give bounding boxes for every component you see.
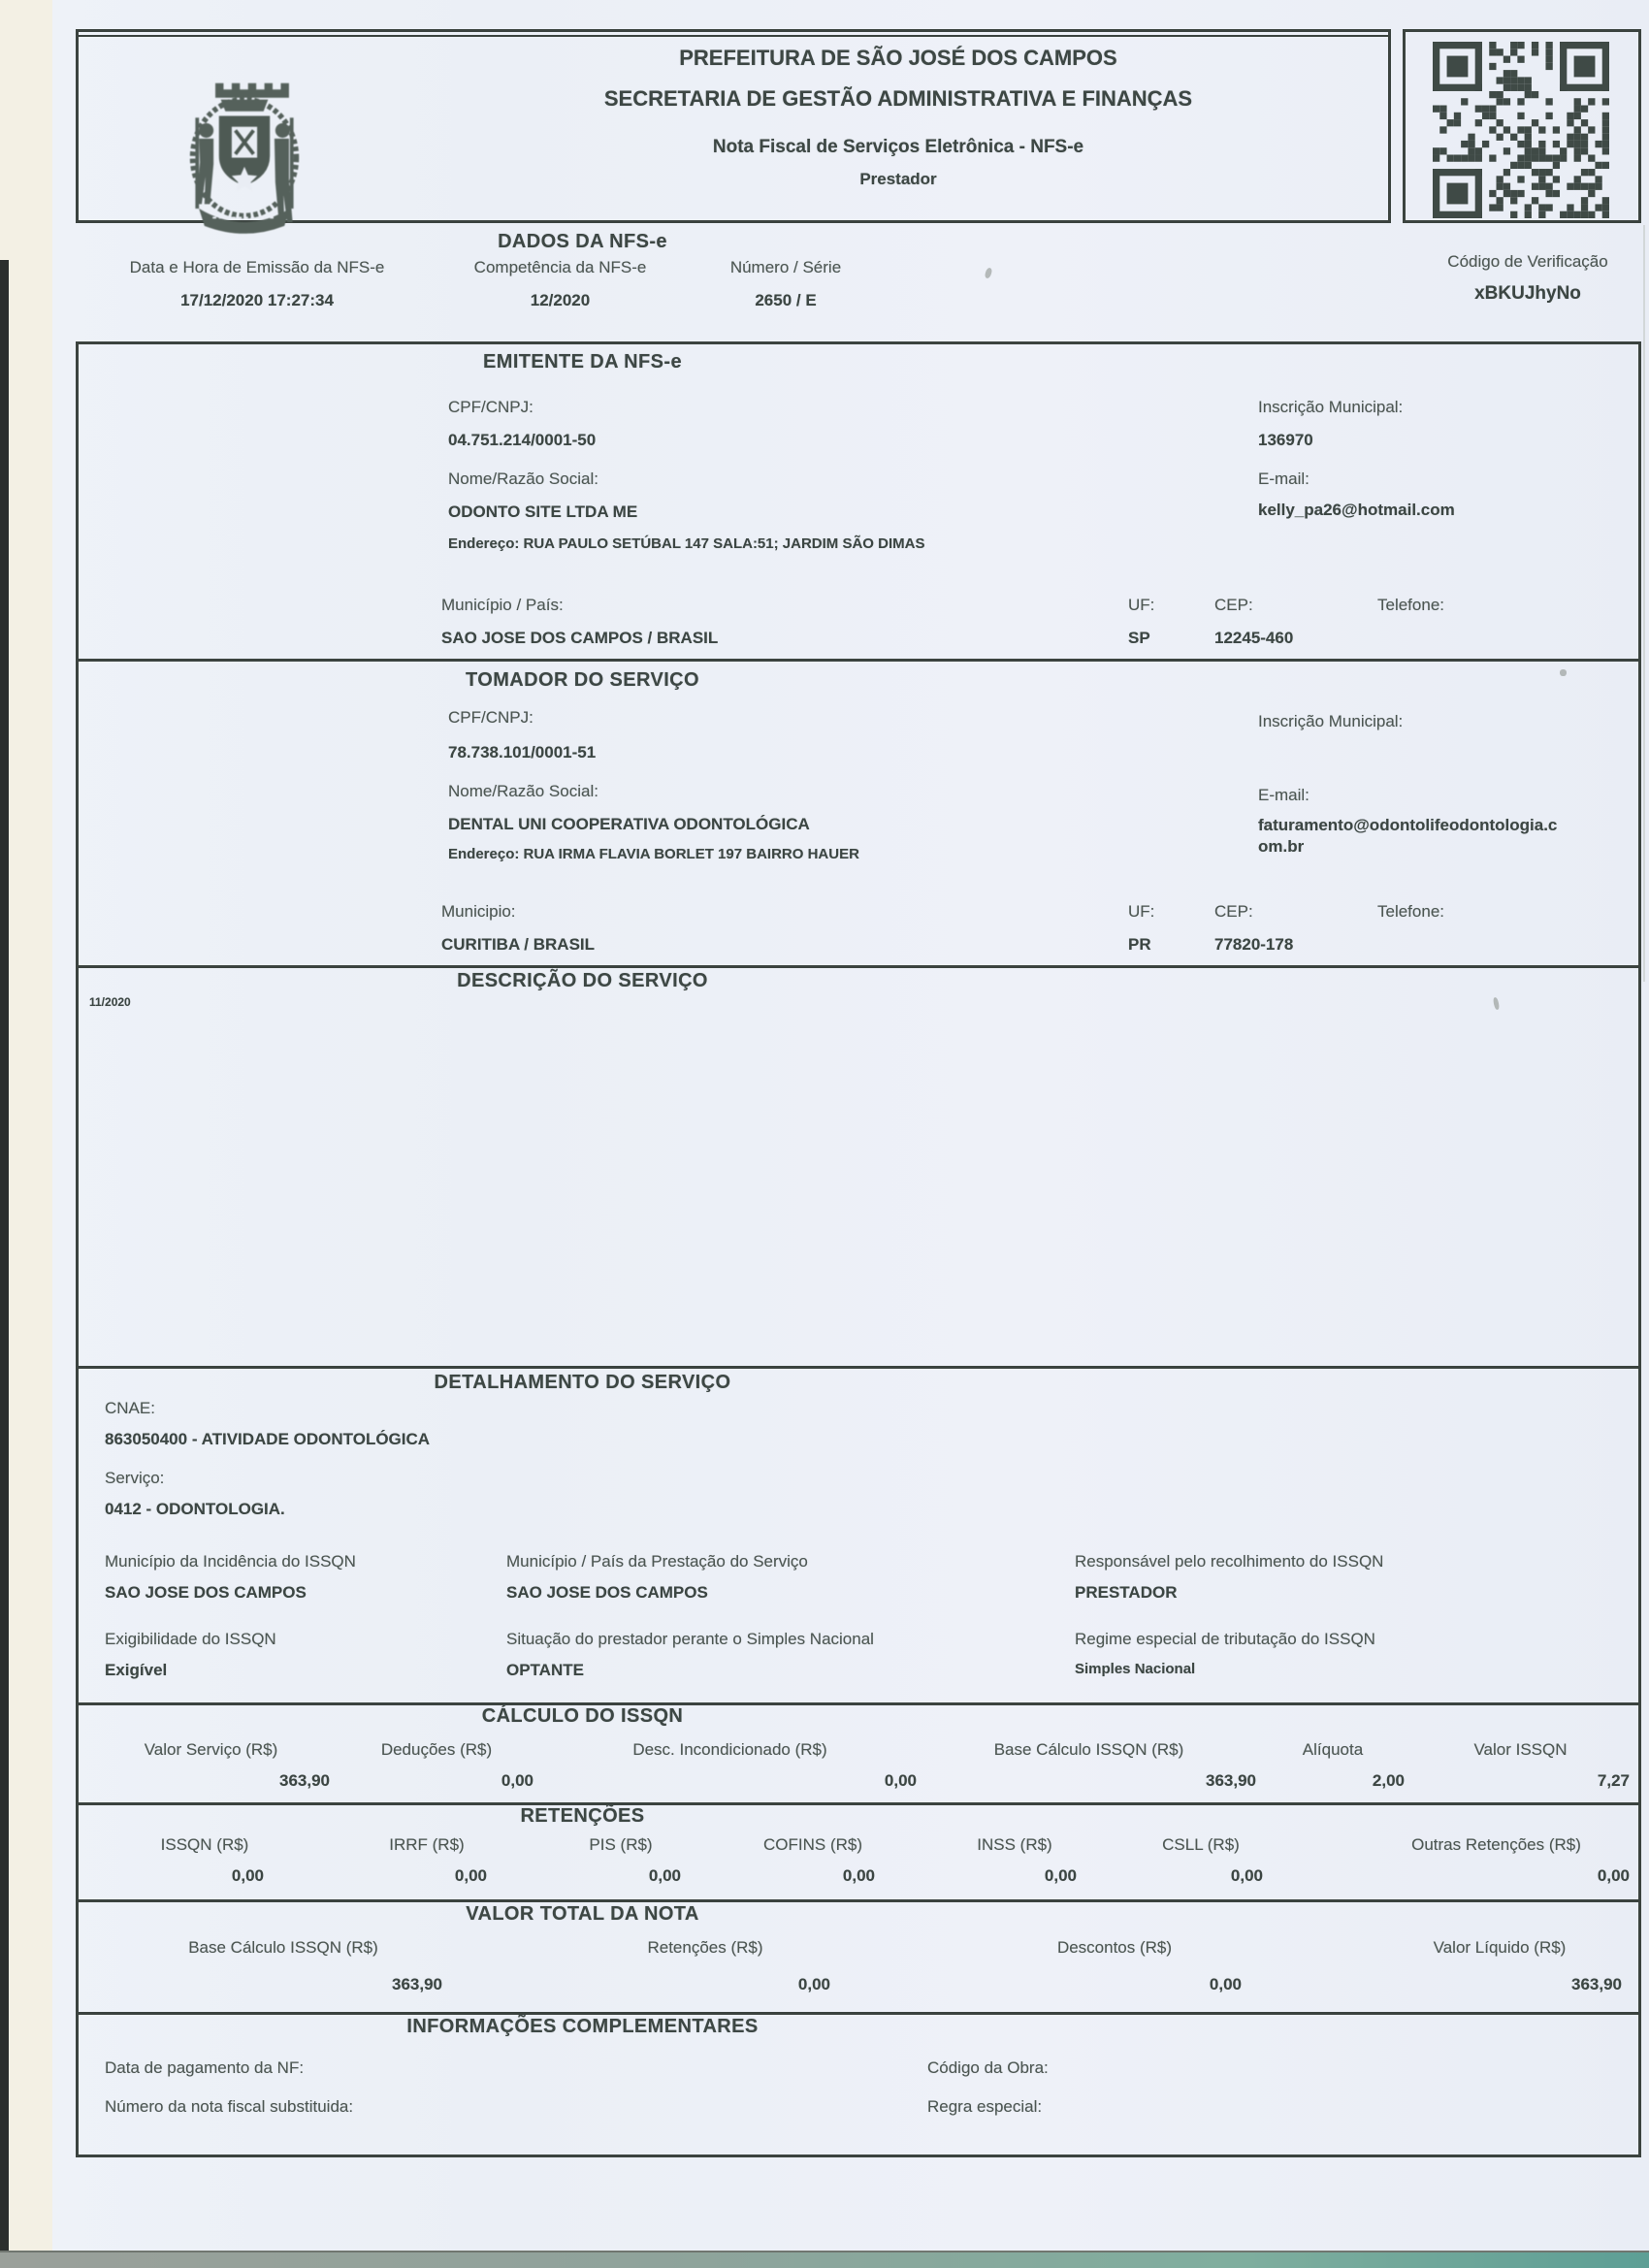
total-col xyxy=(124,1938,442,1994)
field-codigo-verificacao xyxy=(1411,252,1644,305)
emitente-municipio-label: Município / País: xyxy=(441,596,564,614)
calc-value: 363,90 xyxy=(1206,1771,1256,1790)
header-line4: Prestador xyxy=(859,170,937,188)
total-col xyxy=(987,1938,1242,1994)
emitente-inscricao-value: 136970 xyxy=(1258,431,1313,449)
emitente-inscricao-label: Inscrição Municipal: xyxy=(1258,398,1404,416)
servico-value: 0412 - ODONTOLOGIA. xyxy=(105,1500,285,1518)
emitente-telefone-label: Telefone: xyxy=(1377,596,1444,614)
ret-col xyxy=(751,1835,875,1886)
ret-col xyxy=(146,1835,264,1886)
campo-label: Município / País da Prestação do Serviço xyxy=(506,1552,808,1571)
qr-code-icon xyxy=(1433,42,1609,218)
emitente-email-value: kelly_pa26@hotmail.com xyxy=(1258,501,1455,519)
field-emissao xyxy=(87,258,427,310)
codigo-verificacao-value: xBKUJhyNo xyxy=(1474,283,1581,304)
ret-label: CSLL (R$) xyxy=(1162,1835,1240,1854)
tomador-inscricao-label: Inscrição Municipal: xyxy=(1258,712,1404,730)
tomador-municipio-value: CURITIBA / BRASIL xyxy=(441,935,596,954)
calc-col xyxy=(1261,1740,1405,1791)
campo-label: Regime especial de tributação do ISSQN xyxy=(1075,1630,1375,1648)
scan-right-artifact xyxy=(1643,225,1645,982)
total-label: Descontos (R$) xyxy=(1056,1938,1173,1957)
emitente-nome-label: Nome/Razão Social: xyxy=(448,470,598,488)
calc-col xyxy=(543,1740,917,1791)
total-value: 0,00 xyxy=(797,1975,830,1993)
campo-value: SAO JOSE DOS CAMPOS xyxy=(105,1583,307,1602)
tomador-title: TOMADOR DO SERVIÇO xyxy=(466,669,699,691)
emissao-label: Data e Hora de Emissão da NFS-e xyxy=(129,258,385,276)
header-line2: SECRETARIA DE GESTÃO ADMINISTRATIVA E FINANÇAS xyxy=(603,86,1193,111)
qr-box xyxy=(1403,29,1641,223)
numero-serie-label: Número / Série xyxy=(729,258,842,276)
emitente-title: EMITENTE DA NFS-e xyxy=(483,351,682,373)
ret-col xyxy=(953,1835,1077,1886)
ret-value: 0,00 xyxy=(1597,1866,1630,1885)
campo-value: Exigível xyxy=(105,1661,168,1679)
ret-label: PIS (R$) xyxy=(589,1835,653,1854)
ret-label: INSS (R$) xyxy=(977,1835,1052,1854)
emitente-cep-label: CEP: xyxy=(1214,596,1253,614)
campo-value: SAO JOSE DOS CAMPOS xyxy=(506,1583,708,1602)
descricao-texto: 11/2020 xyxy=(89,995,131,1009)
campo-label: Exigibilidade do ISSQN xyxy=(105,1630,276,1648)
field-competencia xyxy=(446,258,674,310)
cnae-label: CNAE: xyxy=(105,1399,155,1417)
detalhamento-box xyxy=(76,1366,1641,1705)
calc-col xyxy=(922,1740,1256,1791)
campo-value: PRESTADOR xyxy=(1075,1583,1178,1602)
scan-bottom-band xyxy=(0,2251,1649,2268)
calc-col xyxy=(92,1740,330,1791)
total-label: Retenções (R$) xyxy=(647,1938,763,1957)
calc-label: Base Cálculo ISSQN (R$) xyxy=(993,1740,1184,1759)
total-value: 363,90 xyxy=(392,1975,442,1993)
ret-value: 0,00 xyxy=(231,1866,264,1885)
calc-value: 0,00 xyxy=(884,1771,917,1790)
campo-label: Responsável pelo recolhimento do ISSQN xyxy=(1075,1552,1384,1571)
emitente-cep-value: 12245-460 xyxy=(1214,629,1294,647)
tomador-email-label: E-mail: xyxy=(1258,786,1310,804)
tomador-cep-label: CEP: xyxy=(1214,902,1253,921)
calc-label: Valor ISSQN xyxy=(1473,1740,1568,1759)
campo-label: Município da Incidência do ISSQN xyxy=(105,1552,356,1571)
retencoes-title: RETENÇÕES xyxy=(520,1805,645,1827)
emissao-value: 17/12/2020 17:27:34 xyxy=(180,291,334,309)
emitente-uf-label: UF: xyxy=(1128,596,1155,614)
codigo-obra-label: Código da Obra: xyxy=(927,2058,1049,2077)
regra-especial-label: Regra especial: xyxy=(927,2097,1043,2116)
total-col xyxy=(1377,1938,1622,1994)
campo-value: Simples Nacional xyxy=(1075,1661,1196,1677)
cnae-value: 863050400 - ATIVIDADE ODONTOLÓGICA xyxy=(105,1430,431,1448)
emitente-uf-value: SP xyxy=(1128,629,1150,647)
calc-label: Alíquota xyxy=(1302,1740,1364,1759)
numero-serie-value: 2650 / E xyxy=(755,291,817,309)
total-label: Base Cálculo ISSQN (R$) xyxy=(188,1938,378,1957)
calc-col xyxy=(340,1740,534,1791)
calc-value: 7,27 xyxy=(1597,1771,1630,1790)
nota-substituida-label: Número da nota fiscal substituida: xyxy=(105,2097,354,2116)
competencia-value: 12/2020 xyxy=(530,291,591,309)
tomador-email-value: faturamento@odontolifeodontologia.com.br xyxy=(1258,816,1558,857)
emitente-cpf-label: CPF/CNPJ: xyxy=(448,398,534,416)
tomador-municipio-label: Municipio: xyxy=(441,902,516,921)
ret-col xyxy=(561,1835,681,1886)
emitente-email-label: E-mail: xyxy=(1258,470,1310,488)
tomador-cpf-label: CPF/CNPJ: xyxy=(448,708,534,727)
codigo-verificacao-label: Código de Verificação xyxy=(1447,252,1608,271)
calc-label: Deduções (R$) xyxy=(380,1740,493,1759)
ret-value: 0,00 xyxy=(454,1866,487,1885)
tomador-uf-value: PR xyxy=(1128,935,1151,954)
dados-nfse-title: DADOS DA NFS-e xyxy=(498,231,667,252)
ret-label: IRRF (R$) xyxy=(389,1835,465,1854)
data-pagamento-label: Data de pagamento da NF: xyxy=(105,2058,305,2077)
ret-col xyxy=(1139,1835,1263,1886)
tomador-endereco: Endereço: RUA IRMA FLAVIA BORLET 197 BAIRRO HAUER xyxy=(448,846,859,862)
field-numero-serie xyxy=(703,258,868,310)
campo-label: Situação do prestador perante o Simples Nacional xyxy=(506,1630,874,1648)
tomador-telefone-label: Telefone: xyxy=(1377,902,1444,921)
tomador-cep-value: 77820-178 xyxy=(1214,935,1294,954)
descricao-box xyxy=(76,965,1641,1369)
ret-label: Outras Retenções (R$) xyxy=(1411,1835,1581,1854)
calc-value: 363,90 xyxy=(279,1771,330,1790)
header-line3: Nota Fiscal de Serviços Eletrônica - NFS-e xyxy=(712,137,1084,157)
scan-speck xyxy=(984,267,992,278)
coat-of-arms-icon xyxy=(172,65,317,238)
ret-col xyxy=(1363,1835,1630,1886)
calc-label: Valor Serviço (R$) xyxy=(144,1740,278,1759)
emitente-endereco: Endereço: RUA PAULO SETÚBAL 147 SALA:51; JARDIM SÃO DIMAS xyxy=(448,535,925,552)
total-value: 363,90 xyxy=(1571,1975,1622,1993)
emitente-municipio-value: SAO JOSE DOS CAMPOS / BRASIL xyxy=(441,629,719,647)
calculo-issqn-title: CÁLCULO DO ISSQN xyxy=(481,1705,684,1727)
calc-value: 2,00 xyxy=(1372,1771,1405,1790)
competencia-label: Competência da NFS-e xyxy=(473,258,647,276)
calc-col xyxy=(1411,1740,1630,1791)
calc-value: 0,00 xyxy=(501,1771,534,1790)
ret-value: 0,00 xyxy=(1230,1866,1263,1885)
tomador-uf-label: UF: xyxy=(1128,902,1155,921)
servico-label: Serviço: xyxy=(105,1469,165,1487)
campo-value: OPTANTE xyxy=(506,1661,584,1679)
total-col xyxy=(580,1938,830,1994)
ret-label: ISSQN (R$) xyxy=(160,1835,249,1854)
total-value: 0,00 xyxy=(1209,1975,1242,1993)
header-line1: PREFEITURA DE SÃO JOSÉ DOS CAMPOS xyxy=(679,46,1117,70)
header-box xyxy=(76,29,1391,223)
tomador-nome-label: Nome/Razão Social: xyxy=(448,782,598,800)
informacoes-title: INFORMAÇÕES COMPLEMENTARES xyxy=(406,2016,759,2037)
ret-label: COFINS (R$) xyxy=(763,1835,862,1854)
emitente-cpf-value: 04.751.214/0001-50 xyxy=(448,431,597,449)
calc-label: Desc. Incondicionado (R$) xyxy=(632,1740,827,1759)
ret-value: 0,00 xyxy=(648,1866,681,1885)
scan-left-edge-shadow xyxy=(0,260,9,2268)
tomador-nome-value: DENTAL UNI COOPERATIVA ODONTOLÓGICA xyxy=(448,815,810,833)
ret-value: 0,00 xyxy=(842,1866,875,1885)
ret-value: 0,00 xyxy=(1044,1866,1077,1885)
emitente-nome-value: ODONTO SITE LTDA ME xyxy=(448,502,638,521)
tomador-box xyxy=(76,659,1641,968)
detalhamento-title: DETALHAMENTO DO SERVIÇO xyxy=(434,1372,731,1393)
valor-total-title: VALOR TOTAL DA NOTA xyxy=(466,1903,699,1925)
ret-col xyxy=(367,1835,487,1886)
tomador-cpf-value: 78.738.101/0001-51 xyxy=(448,743,597,761)
descricao-title: DESCRIÇÃO DO SERVIÇO xyxy=(457,970,708,991)
total-label: Valor Líquido (R$) xyxy=(1433,1938,1567,1957)
